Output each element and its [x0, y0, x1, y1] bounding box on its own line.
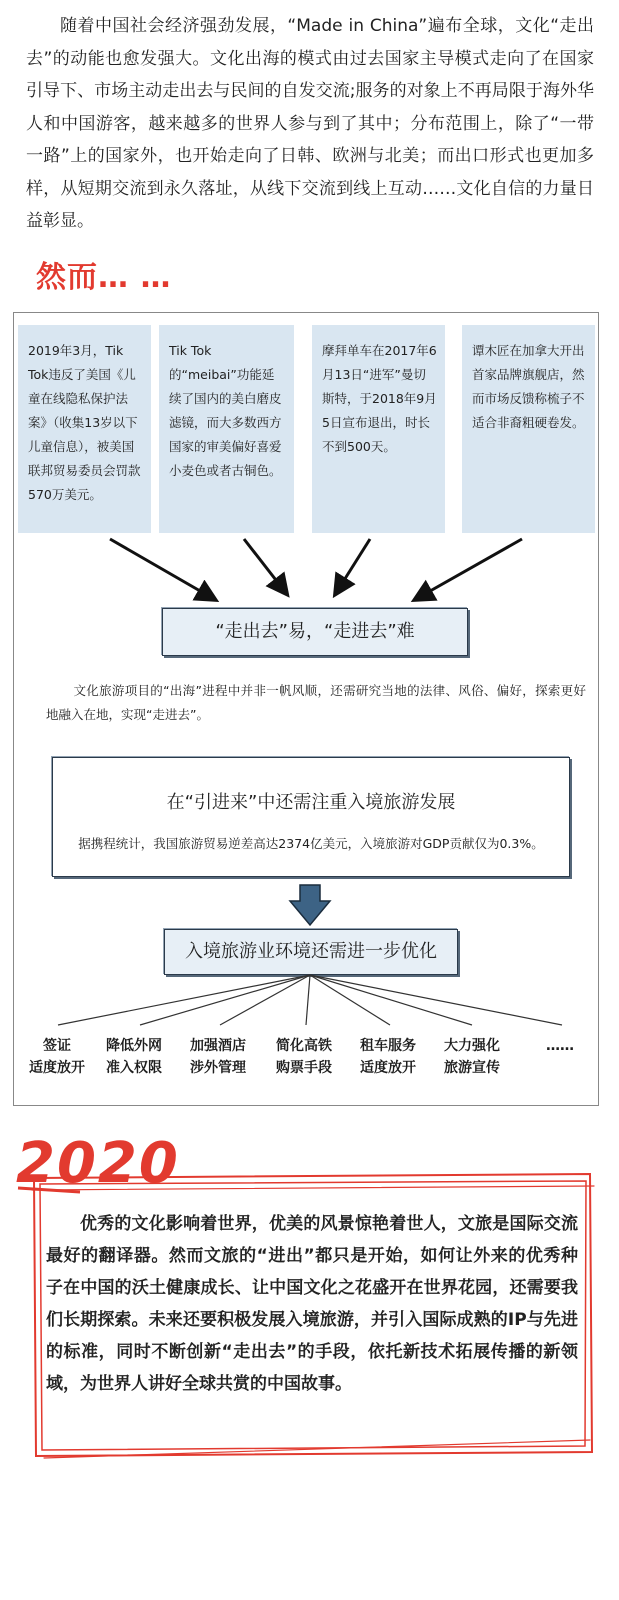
however-heading: 然而… …	[36, 260, 172, 295]
measure-line1: 签证	[43, 1038, 71, 1054]
measure-ellipsis	[532, 1035, 588, 1057]
measure-line1: 租车服务	[360, 1038, 416, 1054]
case-card-text: 谭木匠在加拿大开出首家品牌旗舰店，然而市场反馈称梳子不适合非裔粗硬卷发。	[472, 343, 585, 430]
measure-hotel	[180, 1035, 256, 1079]
measure-line2: 旅游宣传	[444, 1060, 500, 1076]
case-card-text: 2019年3月，Tik Tok违反了美国《儿童在线隐私保护法案》（收集13岁以下儿童信息），被美国联邦贸易委员会罚款570万美元。	[28, 343, 141, 502]
measure-line2: 准入权限	[106, 1060, 162, 1076]
headline-going-out: “走出去”易，“走进去”难	[162, 608, 468, 656]
case-card-text: 摩拜单车在2017年6月13日“进军”曼切斯特，于2018年9月5日宣布退出，时长不到500天。	[322, 343, 437, 454]
measure-internet	[96, 1035, 172, 1079]
conclusion-paragraph	[46, 1208, 578, 1400]
inbound-tourism-stat: 据携程统计，我国旅游贸易逆差高达2374亿美元，入境旅游对GDP贡献仅为0.3%。	[78, 836, 544, 851]
measure-line2: 适度放开	[29, 1060, 85, 1076]
branch-lines	[14, 313, 598, 1105]
year-text: 2020	[16, 1131, 180, 1196]
infographic-panel	[13, 312, 599, 1106]
measure-line1: 大力强化	[444, 1038, 500, 1054]
measure-line1: 加强酒店	[190, 1038, 246, 1054]
measure-line2: 购票手段	[276, 1060, 332, 1076]
intro-text: 随着中国社会经济强劲发展，“Made in China”遍布全球，文化“走出去”的动能也愈发强大。文化出海的模式由过去国家主导模式走向了在国家引导下、市场主动走出去与民间的自发交流;服务的对象上不再局限于海外华人和中国游客，越来越多的世界人参与到了其中；分布范围上，除了“一带一路”上的国家外，也开始走向了日韩、欧洲与北美；而出口形式也更加多样，从短期交流到永久落址，从线下交流到线上互动……文化自信的力量日益彰显。	[26, 16, 594, 231]
measure-line1: 降低外网	[106, 1038, 162, 1054]
measure-visa	[22, 1035, 92, 1079]
measure-car-rental	[350, 1035, 426, 1079]
measure-line1: ……	[546, 1038, 574, 1054]
measure-line2: 涉外管理	[190, 1060, 246, 1076]
measure-promotion	[434, 1035, 510, 1079]
headline-optimize-environment: 入境旅游业环境还需进一步优化	[164, 929, 458, 975]
note-going-in: 文化旅游项目的“出海”进程中并非一帆风顺，还需研究当地的法律、风俗、偏好，探索更好地融入在地，实现“走进去”。	[46, 683, 586, 722]
case-card-text: Tik Tok的“meibai”功能延续了国内的美白磨皮滤镜，而大多数西方国家的审美偏好喜爱小麦色或者古铜色。	[169, 343, 282, 478]
measure-line1: 简化高铁	[276, 1038, 332, 1054]
inbound-tourism-title: 在“引进来”中还需注重入境旅游发展	[166, 792, 456, 813]
conclusion-text: 优秀的文化影响着世界，优美的风景惊艳着世人，文旅是国际交流最好的翻译器。然而文旅的“进出”都只是开始，如何让外来的优秀种子在中国的沃土健康成长、让中国文化之花盛开在世界花园，还需要我们长期探索。未来还要积极发展入境旅游，并引入国际成熟的IP与先进的标准，同时不断创新“走出去”的手段，依托新技术拓展传播的新领域，为世界人讲好全球共赏的中国故事。	[46, 1214, 578, 1394]
intro-paragraph	[26, 10, 594, 238]
measure-rail	[266, 1035, 342, 1079]
measure-line2: 适度放开	[360, 1060, 416, 1076]
